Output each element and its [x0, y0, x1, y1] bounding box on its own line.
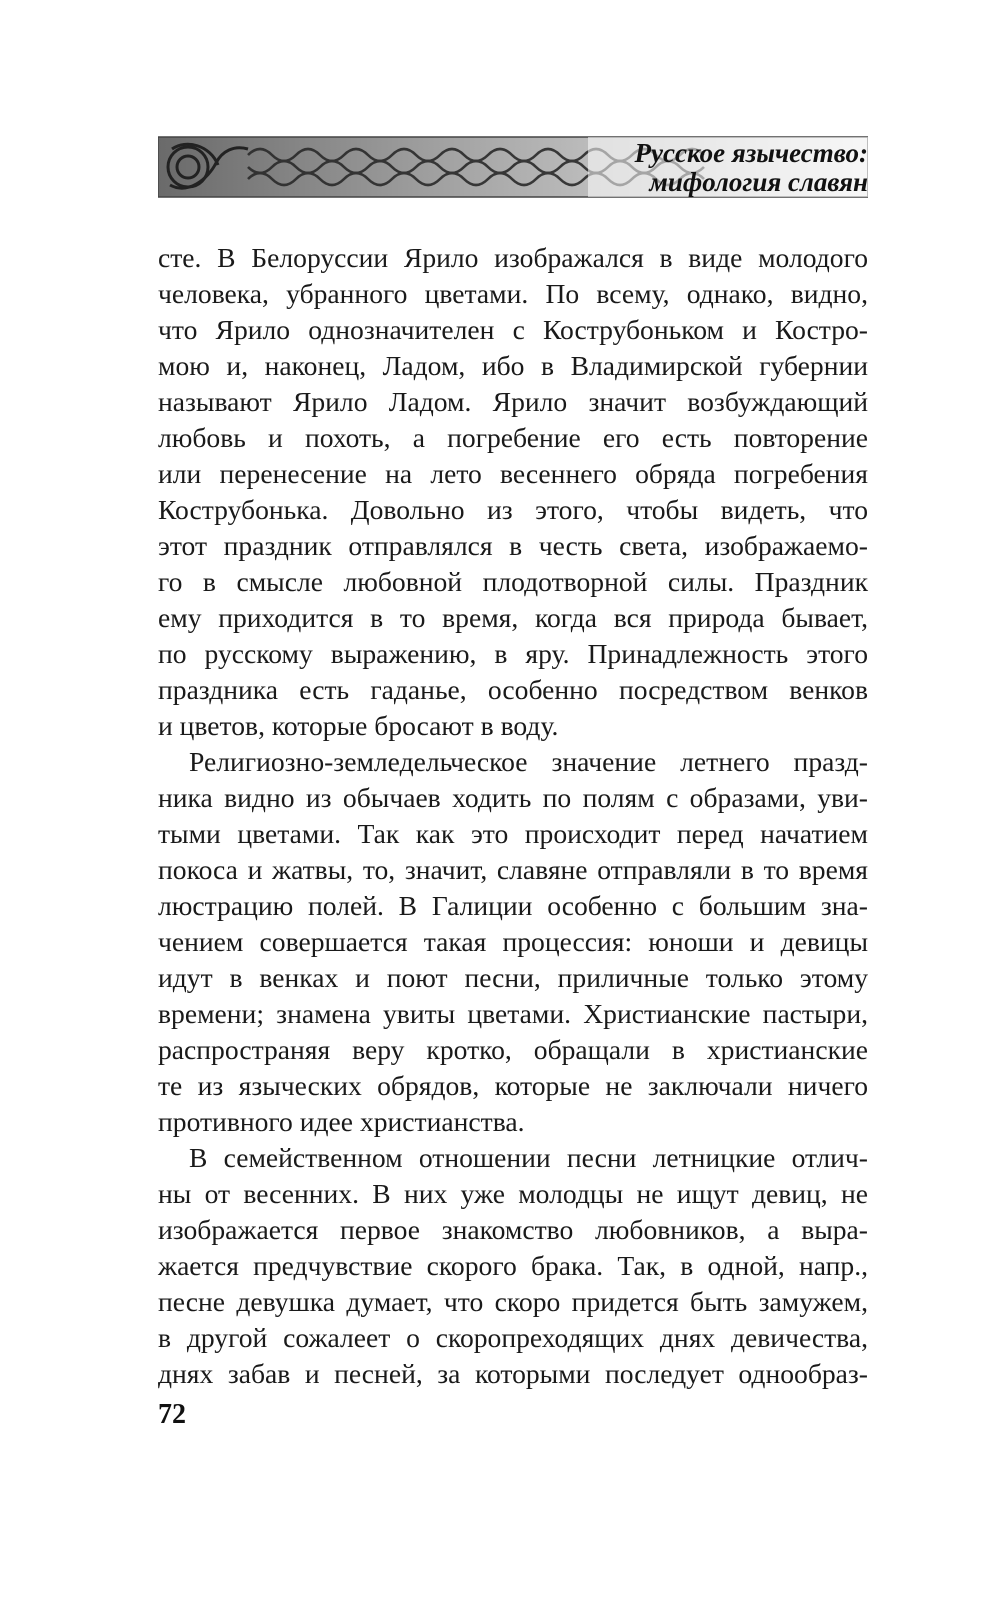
text-line: времени; знамена увиты цветами. Христианские пастыри, — [158, 998, 868, 1029]
text-line: чением совершается такая процессия: юноши и девицы — [158, 926, 868, 957]
text-line: человека, убранного цветами. По всему, однако, видно, — [158, 278, 868, 309]
text-line: ника видно из обычаев ходить по полям с образами, уви- — [158, 782, 868, 813]
text-line: днях забав и песней, за которыми последует однообраз- — [158, 1358, 868, 1389]
text-line: В семейственном отношении песни летницкие отлич- — [189, 1142, 868, 1173]
book-title — [635, 139, 869, 197]
text-line: Религиозно-земледельческое значение летнего празд- — [189, 746, 868, 777]
text-line: жается предчувствие скорого брака. Так, в одной, напр., — [158, 1250, 868, 1281]
text-line: или перенесение на лето весеннего обряда погребения — [158, 458, 868, 489]
text-line: распространяя веру кротко, обращали в христианские — [158, 1034, 868, 1065]
text-line: сте. В Белоруссии Ярило изображался в виде молодого — [158, 242, 868, 273]
text-line: и цветов, которые бросают в воду. — [158, 710, 559, 741]
text-line: люстрацию полей. В Галиции особенно с большим зна- — [158, 890, 868, 921]
text-line: го в смысле любовной плодотворной силы. Праздник — [158, 566, 868, 597]
book-title-line-1: Русское язычество: — [634, 138, 868, 168]
text-line: любовь и похоть, а погребение его есть повторение — [158, 422, 868, 453]
text-line: ему приходится в то время, когда вся природа бывает, — [158, 602, 868, 633]
text-line: этот праздник отправлялся в честь света, изображаемо- — [158, 530, 868, 561]
text-line: что Ярило однозначителен с Кострубоньком и Костро- — [158, 314, 868, 345]
text-line: тыми цветами. Так как это происходит перед начатием — [158, 818, 868, 849]
text-line: те из языческих обрядов, которые не заключали ничего — [158, 1070, 868, 1101]
text-line: изображается первое знакомство любовников, а выра- — [158, 1214, 868, 1245]
body-text — [158, 240, 868, 1392]
text-line: праздника есть гаданье, особенно посредством венков — [158, 674, 868, 705]
text-line: песне девушка думает, что скоро придется быть замужем, — [158, 1286, 868, 1317]
text-line: мою и, наконец, Ладом, ибо в Владимирской губернии — [158, 350, 868, 381]
paragraph-1 — [158, 240, 868, 744]
text-line: Кострубонька. Довольно из этого, чтобы видеть, что — [158, 494, 868, 525]
text-line: противного идее христианства. — [158, 1106, 525, 1137]
text-line: идут в венках и поют песни, приличные только этому — [158, 962, 868, 993]
text-line: называют Ярило Ладом. Ярило значит возбуждающий — [158, 386, 868, 417]
text-line: по русскому выражению, в яру. Принадлежность этого — [158, 638, 868, 669]
running-header — [158, 135, 868, 199]
page-number: 72 — [158, 1399, 186, 1430]
text-line: покоса и жатвы, то, значит, славяне отправляли в то время — [158, 854, 868, 885]
book-title-line-2: мифология славян — [649, 167, 868, 197]
text-line: в другой сожалеет о скоропреходящих днях девичества, — [158, 1322, 868, 1353]
paragraph-2 — [158, 744, 868, 1140]
paragraph-3 — [158, 1140, 868, 1392]
text-line: ны от весенних. В них уже молодцы не ищут девиц, не — [158, 1178, 868, 1209]
